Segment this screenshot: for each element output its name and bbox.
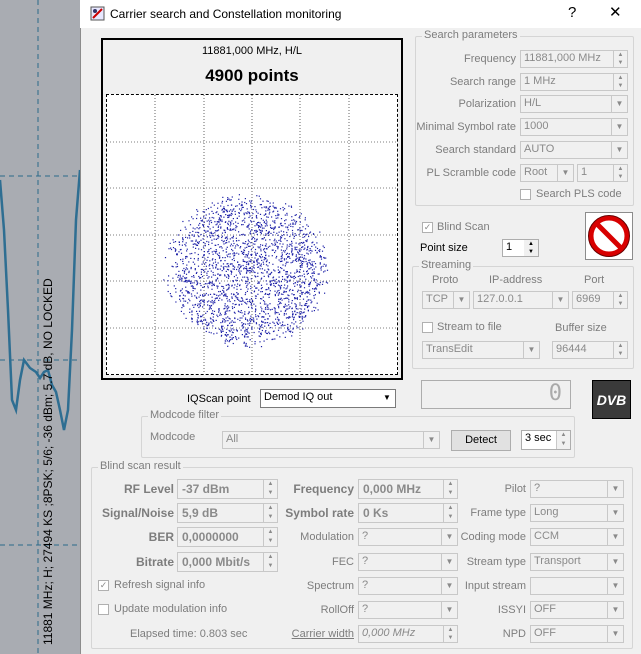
chevron-down-icon: ▼ bbox=[441, 578, 457, 594]
constellation-panel bbox=[101, 38, 403, 380]
proto-value: TCP bbox=[426, 293, 448, 305]
ip-address-value: 127.0.0.1 bbox=[477, 293, 523, 305]
chevron-down-icon: ▼ bbox=[607, 529, 623, 545]
stop-button[interactable] bbox=[585, 212, 633, 260]
spectrum-value: ? bbox=[362, 579, 369, 591]
fec-label: FEC bbox=[332, 556, 354, 568]
issyi-value: OFF bbox=[534, 603, 556, 615]
buffer-size-value: 96444 bbox=[556, 343, 587, 355]
timeout-value: 3 sec bbox=[525, 432, 552, 444]
point-size-label: Point size bbox=[420, 242, 468, 254]
modcode-label: Modcode bbox=[150, 431, 196, 443]
timeout-spinner[interactable] bbox=[521, 430, 571, 450]
search-range-spinner[interactable] bbox=[520, 73, 628, 91]
search-standard-label: Search standard bbox=[435, 144, 516, 156]
fec-value: ? bbox=[362, 555, 369, 567]
coding-mode-label: Coding mode bbox=[460, 531, 526, 543]
streaming-title: Streaming bbox=[421, 259, 472, 271]
point-size-value: 1 bbox=[506, 241, 513, 253]
search-range-value: 1 MHz bbox=[524, 75, 556, 87]
constellation-points-layer bbox=[163, 194, 328, 348]
spectrum-label: Spectrum bbox=[306, 580, 354, 592]
frequency-result-value: 0,000 MHz bbox=[363, 482, 422, 496]
search-pls-label: Search PLS code bbox=[536, 188, 622, 200]
spin-arrows-icon: ▲ ▼ bbox=[443, 504, 457, 522]
pl-scramble-mode-value: Root bbox=[524, 166, 548, 178]
symbol-rate-label: Symbol rate bbox=[285, 506, 354, 520]
iqscan-select[interactable] bbox=[260, 389, 396, 408]
stream-to-file-checkbox[interactable] bbox=[422, 322, 433, 333]
chevron-down-icon: ▼ bbox=[607, 578, 623, 594]
spin-arrows-icon: ▲ ▼ bbox=[613, 51, 627, 67]
constellation-frequency: 11881,000 MHz, H/L bbox=[201, 45, 303, 57]
constellation-points: 4900 points bbox=[205, 66, 299, 85]
rf-level-label: RF Level bbox=[123, 482, 174, 496]
chevron-down-icon: ▼ bbox=[607, 602, 623, 618]
chevron-down-icon: ▼ bbox=[607, 626, 623, 642]
spin-arrows-icon: ▲ ▼ bbox=[443, 626, 457, 642]
spin-arrows-icon: ▲ ▼ bbox=[613, 74, 627, 90]
chevron-down-icon: ▼ bbox=[453, 292, 469, 308]
signal-graph bbox=[0, 0, 80, 654]
snr-label: Signal/Noise bbox=[101, 506, 174, 520]
search-standard-value: AUTO bbox=[524, 143, 555, 155]
buffer-size-label: Buffer size bbox=[555, 322, 607, 334]
frame-type-select[interactable] bbox=[530, 504, 624, 522]
input-stream-select[interactable] bbox=[530, 577, 624, 595]
issyi-select[interactable] bbox=[530, 601, 624, 619]
min-symbol-rate-value: 1000 bbox=[524, 120, 549, 132]
spin-arrows-icon: ▲ ▼ bbox=[443, 480, 457, 498]
point-size-spinner[interactable] bbox=[502, 239, 539, 257]
polarization-label: Polarization bbox=[458, 98, 516, 110]
app-icon bbox=[90, 6, 105, 21]
detect-button[interactable]: Detect bbox=[451, 430, 511, 451]
chevron-down-icon: ▼ bbox=[607, 481, 623, 497]
pl-scramble-code-spinner[interactable] bbox=[577, 164, 628, 182]
bitrate-value: 0,000 Mbit/s bbox=[182, 555, 251, 569]
stream-app-value: TransEdit bbox=[426, 343, 473, 355]
frame-type-label: Frame type bbox=[470, 507, 526, 519]
chevron-down-icon: ▼ bbox=[607, 505, 623, 521]
ber-value: 0,0000000 bbox=[182, 530, 239, 544]
coding-mode-select[interactable] bbox=[530, 528, 624, 546]
spin-arrows-icon: ▲ ▼ bbox=[556, 431, 570, 449]
frequency-result-field bbox=[358, 479, 458, 499]
update-modulation-label: Update modulation info bbox=[114, 603, 228, 615]
ip-address-label: IP-address bbox=[489, 274, 543, 286]
ber-label: BER bbox=[148, 530, 174, 544]
carrier-width-value: 0,000 MHz bbox=[362, 627, 416, 639]
frame-type-value: Long bbox=[534, 506, 559, 518]
fec-select[interactable] bbox=[358, 553, 458, 571]
constellation-scatter bbox=[107, 95, 397, 374]
port-value: 6969 bbox=[576, 293, 601, 305]
modcode-value: All bbox=[226, 433, 239, 445]
chevron-down-icon: ▼ bbox=[441, 529, 457, 545]
status-text-vertical: 11881 MHz; H; 27494 KS ;8PSK; 5/6; -36 dBm; 5.7 dB, NO LOCKED bbox=[41, 278, 55, 645]
snr-value: 5,9 dB bbox=[182, 506, 219, 520]
search-pls-checkbox[interactable] bbox=[520, 189, 531, 200]
spin-arrows-icon: ▲ ▼ bbox=[263, 504, 277, 522]
polarization-select[interactable] bbox=[520, 95, 628, 113]
chevron-down-icon: ▼ bbox=[557, 165, 573, 181]
background-window-panel bbox=[0, 0, 80, 654]
pilot-value: ? bbox=[534, 482, 541, 494]
chevron-down-icon: ▼ bbox=[441, 602, 457, 618]
coding-mode-value: CCM bbox=[534, 530, 560, 542]
elapsed-time: Elapsed time: 0.803 sec bbox=[130, 628, 248, 640]
stream-to-file-label: Stream to file bbox=[437, 321, 502, 333]
ip-address-select[interactable] bbox=[473, 291, 569, 309]
frequency-spinner[interactable] bbox=[520, 50, 628, 68]
spin-arrows-icon: ▲ ▼ bbox=[613, 292, 627, 308]
search-range-label: Search range bbox=[449, 76, 516, 88]
chevron-down-icon: ▼ bbox=[441, 554, 457, 570]
spin-arrows-icon: ▲ ▼ bbox=[613, 165, 627, 181]
port-spinner[interactable] bbox=[572, 291, 628, 309]
npd-select[interactable] bbox=[530, 625, 624, 643]
modulation-select[interactable] bbox=[358, 528, 458, 546]
modcode-filter-title: Modcode filter bbox=[150, 409, 220, 421]
chevron-down-icon: ▼ bbox=[523, 342, 539, 358]
proto-label: Proto bbox=[432, 274, 459, 286]
stream-type-label: Stream type bbox=[466, 556, 526, 568]
bitrate-field bbox=[177, 552, 278, 572]
rolloff-value: ? bbox=[362, 603, 369, 615]
carrier-width-field bbox=[358, 625, 458, 643]
rf-level-value: -37 dBm bbox=[182, 482, 230, 496]
dvb-logo: DVB bbox=[592, 380, 631, 419]
rolloff-label: RollOff bbox=[320, 604, 354, 616]
iqscan-value: Demod IQ out bbox=[264, 391, 333, 403]
help-button[interactable]: ? bbox=[568, 4, 577, 21]
pl-scramble-code-value: 1 bbox=[581, 166, 588, 178]
frequency-label: Frequency bbox=[464, 53, 516, 65]
frequency-result-label: Frequency bbox=[293, 482, 354, 496]
port-label: Port bbox=[584, 274, 605, 286]
window-title: Carrier search and Constellation monitoring bbox=[110, 7, 342, 21]
blind-scan-result-title: Blind scan result bbox=[100, 460, 181, 472]
close-button[interactable]: ✕ bbox=[609, 4, 622, 21]
buffer-size-spinner[interactable] bbox=[552, 341, 628, 359]
pl-scramble-label: PL Scramble code bbox=[426, 167, 516, 179]
modulation-label: Modulation bbox=[300, 531, 354, 543]
min-symbol-rate-select[interactable] bbox=[520, 118, 628, 136]
search-standard-select[interactable] bbox=[520, 141, 628, 159]
chevron-down-icon: ▼ bbox=[379, 390, 395, 406]
stream-type-select[interactable] bbox=[530, 553, 624, 571]
refresh-signal-label: Refresh signal info bbox=[114, 579, 206, 591]
blind-scan-label: Blind Scan bbox=[437, 221, 490, 233]
stream-app-select[interactable] bbox=[422, 341, 540, 359]
ber-field bbox=[177, 527, 278, 547]
pilot-label: Pilot bbox=[504, 483, 526, 495]
spin-arrows-icon: ▲ ▼ bbox=[263, 553, 277, 571]
stop-icon bbox=[586, 213, 632, 259]
min-symbol-rate-label: Minimal Symbol rate bbox=[416, 121, 516, 133]
carrier-width-link[interactable]: Carrier width bbox=[291, 628, 354, 640]
modcode-select[interactable] bbox=[222, 431, 440, 449]
pl-scramble-mode-select[interactable] bbox=[520, 164, 574, 182]
update-modulation-checkbox[interactable] bbox=[98, 604, 109, 615]
chevron-down-icon: ▼ bbox=[607, 554, 623, 570]
input-stream-label: Input stream bbox=[464, 580, 526, 592]
stream-type-value: Transport bbox=[534, 555, 581, 567]
rolloff-select[interactable] bbox=[358, 601, 458, 619]
pilot-select[interactable] bbox=[530, 480, 624, 498]
snr-field bbox=[177, 503, 278, 523]
iqscan-label: IQScan point bbox=[187, 393, 251, 405]
constellation-plot bbox=[106, 94, 398, 375]
modulation-value: ? bbox=[362, 530, 369, 542]
polarization-value: H/L bbox=[524, 97, 542, 109]
packet-counter: 0 bbox=[421, 380, 571, 409]
npd-value: OFF bbox=[534, 627, 556, 639]
spin-arrows-icon: ▲ ▼ bbox=[613, 342, 627, 358]
bitrate-label: Bitrate bbox=[135, 555, 174, 569]
refresh-signal-checkbox[interactable]: ✓ bbox=[99, 580, 108, 590]
spin-arrows-icon: ▲ ▼ bbox=[263, 480, 277, 498]
search-parameters-title: Search parameters bbox=[424, 29, 518, 41]
blind-scan-checkbox[interactable]: ✓ bbox=[423, 222, 432, 232]
spectrum-select[interactable] bbox=[358, 577, 458, 595]
chevron-down-icon: ▼ bbox=[423, 432, 439, 448]
chevron-down-icon: ▼ bbox=[552, 292, 568, 308]
chevron-down-icon: ▼ bbox=[611, 119, 627, 135]
chevron-down-icon: ▼ bbox=[611, 142, 627, 158]
rf-level-field bbox=[177, 479, 278, 499]
symbol-rate-field bbox=[358, 503, 458, 523]
chevron-down-icon: ▼ bbox=[611, 96, 627, 112]
proto-select[interactable] bbox=[422, 291, 470, 309]
spin-arrows-icon: ▲ ▼ bbox=[263, 528, 277, 546]
npd-label: NPD bbox=[502, 628, 526, 640]
frequency-value: 11881,000 MHz bbox=[524, 52, 601, 64]
spin-arrows-icon: ▲ ▼ bbox=[524, 240, 538, 256]
symbol-rate-value: 0 Ks bbox=[363, 506, 389, 520]
issyi-label: ISSYI bbox=[497, 604, 526, 616]
